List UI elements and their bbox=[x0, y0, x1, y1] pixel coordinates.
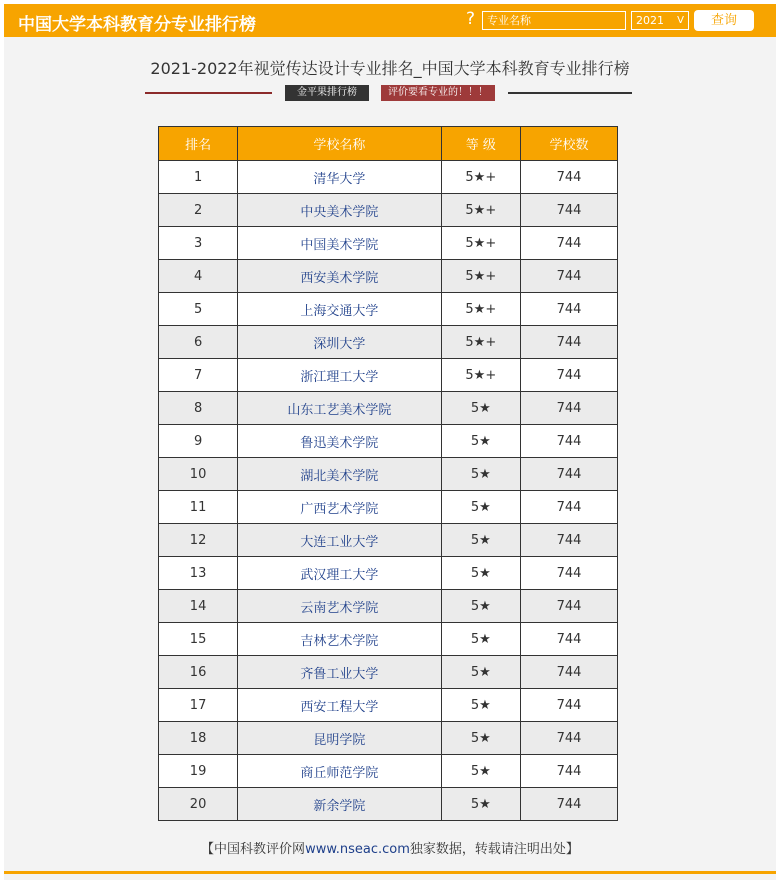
grade-cell: 5★+ bbox=[441, 194, 521, 227]
ranking-table-body bbox=[159, 161, 618, 821]
school-cell bbox=[238, 491, 441, 524]
badge-major-eval[interactable]: 评价要看专业的！！！ bbox=[381, 85, 495, 101]
count-cell: 744 bbox=[521, 590, 618, 623]
grade-cell: 5★ bbox=[441, 590, 521, 623]
school-cell bbox=[238, 260, 441, 293]
rank-cell: 7 bbox=[159, 359, 238, 392]
count-cell: 744 bbox=[521, 425, 618, 458]
grade-cell: 5★ bbox=[441, 623, 521, 656]
school-cell bbox=[238, 557, 441, 590]
count-cell: 744 bbox=[521, 524, 618, 557]
count-cell: 744 bbox=[521, 491, 618, 524]
school-link[interactable]: 西安美术学院 bbox=[300, 270, 379, 286]
badge-ranking[interactable]: 金平果排行榜 bbox=[285, 85, 369, 101]
school-cell bbox=[238, 359, 441, 392]
table-row bbox=[159, 260, 618, 293]
school-link[interactable]: 新余学院 bbox=[313, 798, 366, 814]
count-cell: 744 bbox=[521, 689, 618, 722]
school-cell bbox=[238, 392, 441, 425]
rank-cell: 4 bbox=[159, 260, 238, 293]
grade-cell: 5★ bbox=[441, 788, 521, 821]
school-cell bbox=[238, 689, 441, 722]
rank-cell: 9 bbox=[159, 425, 238, 458]
school-link[interactable]: 大连工业大学 bbox=[300, 534, 379, 550]
count-cell: 744 bbox=[521, 293, 618, 326]
school-cell bbox=[238, 227, 441, 260]
page-title: 2021-2022年视觉传达设计专业排名_中国大学本科教育专业排行榜 bbox=[150, 59, 630, 78]
footer-prefix: 【中国科教评价网 bbox=[201, 842, 306, 857]
school-cell bbox=[238, 722, 441, 755]
grade-cell: 5★ bbox=[441, 524, 521, 557]
rank-cell: 15 bbox=[159, 623, 238, 656]
school-link[interactable]: 广西艺术学院 bbox=[300, 501, 379, 517]
rank-cell: 17 bbox=[159, 689, 238, 722]
grade-cell: 5★ bbox=[441, 755, 521, 788]
school-cell bbox=[238, 623, 441, 656]
school-cell bbox=[238, 425, 441, 458]
help-icon[interactable]: ? bbox=[466, 9, 476, 29]
table-row bbox=[159, 557, 618, 590]
rank-cell: 2 bbox=[159, 194, 238, 227]
footer-note bbox=[0, 838, 780, 857]
school-cell bbox=[238, 161, 441, 194]
grade-cell: 5★+ bbox=[441, 359, 521, 392]
school-link[interactable]: 商丘师范学院 bbox=[300, 765, 379, 781]
school-link[interactable]: 吉林艺术学院 bbox=[300, 633, 379, 649]
table-row bbox=[159, 458, 618, 491]
grade-cell: 5★+ bbox=[441, 293, 521, 326]
chevron-down-icon: V bbox=[677, 15, 684, 26]
header-grade: 等 级 bbox=[441, 127, 521, 161]
school-link[interactable]: 昆明学院 bbox=[313, 732, 366, 748]
rank-cell: 18 bbox=[159, 722, 238, 755]
rank-cell: 12 bbox=[159, 524, 238, 557]
rank-cell: 1 bbox=[159, 161, 238, 194]
school-cell bbox=[238, 755, 441, 788]
grade-cell: 5★ bbox=[441, 458, 521, 491]
grade-cell: 5★+ bbox=[441, 227, 521, 260]
count-cell: 744 bbox=[521, 161, 618, 194]
table-row bbox=[159, 392, 618, 425]
count-cell: 744 bbox=[521, 755, 618, 788]
school-link[interactable]: 深圳大学 bbox=[313, 336, 366, 352]
table-row bbox=[159, 689, 618, 722]
school-link[interactable]: 山东工艺美术学院 bbox=[287, 402, 392, 418]
school-link[interactable]: 齐鲁工业大学 bbox=[300, 666, 379, 682]
footer-suffix: 独家数据，转载请注明出处】 bbox=[409, 842, 579, 857]
grade-cell: 5★ bbox=[441, 656, 521, 689]
school-link[interactable]: 西安工程大学 bbox=[300, 699, 379, 715]
count-cell: 744 bbox=[521, 359, 618, 392]
school-cell bbox=[238, 293, 441, 326]
grade-cell: 5★ bbox=[441, 722, 521, 755]
rank-cell: 5 bbox=[159, 293, 238, 326]
school-link[interactable]: 上海交通大学 bbox=[300, 303, 379, 319]
grade-cell: 5★+ bbox=[441, 260, 521, 293]
rank-cell: 10 bbox=[159, 458, 238, 491]
count-cell: 744 bbox=[521, 788, 618, 821]
table-row bbox=[159, 524, 618, 557]
divider-right bbox=[508, 92, 632, 94]
app-title: 中国大学本科教育分专业排行榜 bbox=[18, 15, 256, 35]
school-link[interactable]: 清华大学 bbox=[313, 171, 366, 187]
count-cell: 744 bbox=[521, 227, 618, 260]
table-row bbox=[159, 788, 618, 821]
rank-cell: 14 bbox=[159, 590, 238, 623]
count-cell: 744 bbox=[521, 260, 618, 293]
table-row bbox=[159, 326, 618, 359]
grade-cell: 5★+ bbox=[441, 161, 521, 194]
count-cell: 744 bbox=[521, 656, 618, 689]
rank-cell: 16 bbox=[159, 656, 238, 689]
rank-cell: 8 bbox=[159, 392, 238, 425]
table-row bbox=[159, 623, 618, 656]
query-button[interactable]: 查询 bbox=[694, 10, 754, 31]
grade-cell: 5★+ bbox=[441, 326, 521, 359]
school-cell bbox=[238, 326, 441, 359]
school-link[interactable]: 中国美术学院 bbox=[300, 237, 379, 253]
count-cell: 744 bbox=[521, 623, 618, 656]
school-link[interactable]: 鲁迅美术学院 bbox=[300, 435, 379, 451]
school-link[interactable]: 中央美术学院 bbox=[300, 204, 379, 220]
table-row bbox=[159, 656, 618, 689]
grade-cell: 5★ bbox=[441, 689, 521, 722]
table-row bbox=[159, 722, 618, 755]
major-search-input[interactable] bbox=[482, 11, 626, 30]
school-cell bbox=[238, 524, 441, 557]
header-rank: 排名 bbox=[159, 127, 238, 161]
count-cell: 744 bbox=[521, 722, 618, 755]
table-row bbox=[159, 227, 618, 260]
table-row bbox=[159, 491, 618, 524]
count-cell: 744 bbox=[521, 557, 618, 590]
header-count: 学校数 bbox=[521, 127, 618, 161]
bottom-bar bbox=[4, 871, 776, 874]
count-cell: 744 bbox=[521, 458, 618, 491]
top-bar bbox=[4, 4, 776, 37]
grade-cell: 5★ bbox=[441, 491, 521, 524]
year-select[interactable] bbox=[631, 11, 689, 30]
school-cell bbox=[238, 194, 441, 227]
ranking-table bbox=[158, 126, 618, 821]
count-cell: 744 bbox=[521, 326, 618, 359]
table-row bbox=[159, 755, 618, 788]
count-cell: 744 bbox=[521, 392, 618, 425]
table-row bbox=[159, 425, 618, 458]
table-row bbox=[159, 359, 618, 392]
rank-cell: 6 bbox=[159, 326, 238, 359]
grade-cell: 5★ bbox=[441, 425, 521, 458]
table-row bbox=[159, 293, 618, 326]
table-row bbox=[159, 194, 618, 227]
school-cell bbox=[238, 590, 441, 623]
table-row bbox=[159, 161, 618, 194]
grade-cell: 5★ bbox=[441, 557, 521, 590]
grade-cell: 5★ bbox=[441, 392, 521, 425]
school-cell bbox=[238, 656, 441, 689]
year-select-value: 2021 bbox=[636, 14, 664, 27]
rank-cell: 20 bbox=[159, 788, 238, 821]
school-link[interactable]: 湖北美术学院 bbox=[300, 468, 379, 484]
divider-left bbox=[145, 92, 272, 94]
header-school: 学校名称 bbox=[238, 127, 441, 161]
school-link[interactable]: 浙江理工大学 bbox=[300, 369, 379, 385]
school-cell bbox=[238, 788, 441, 821]
rank-cell: 11 bbox=[159, 491, 238, 524]
table-header-row bbox=[159, 127, 618, 161]
footer-site-link[interactable]: www.nseac.com bbox=[305, 842, 410, 857]
school-link[interactable]: 武汉理工大学 bbox=[300, 567, 379, 583]
table-row bbox=[159, 590, 618, 623]
school-cell bbox=[238, 458, 441, 491]
rank-cell: 3 bbox=[159, 227, 238, 260]
rank-cell: 19 bbox=[159, 755, 238, 788]
school-link[interactable]: 云南艺术学院 bbox=[300, 600, 379, 616]
count-cell: 744 bbox=[521, 194, 618, 227]
rank-cell: 13 bbox=[159, 557, 238, 590]
